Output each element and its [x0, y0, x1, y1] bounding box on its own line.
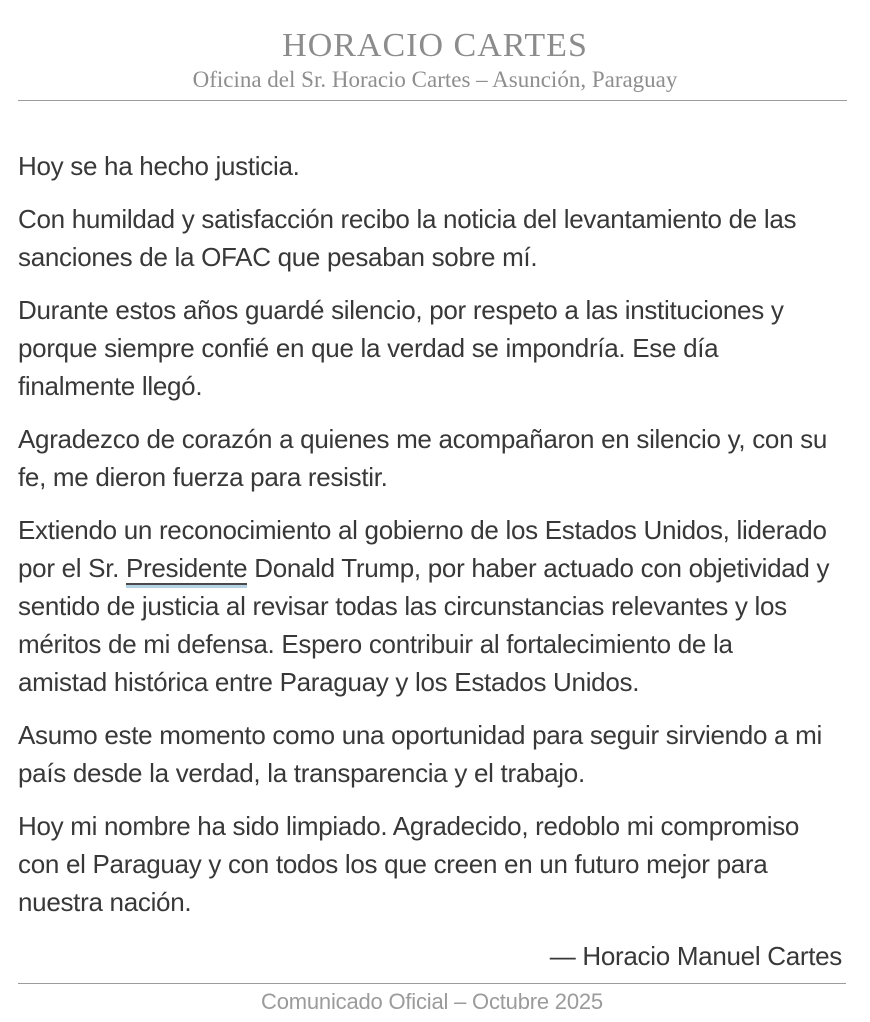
statement-paragraph-5	[18, 511, 842, 701]
statement-paragraph-1: Hoy se ha hecho justicia.	[18, 151, 300, 181]
statement-paragraph-3: Durante estos años guardé silencio, por respeto a las instituciones y porque siempre confié en que la verdad se impondría. Ese día finalmente llegó.	[18, 295, 784, 401]
letterhead-subtitle: Oficina del Sr. Horacio Cartes – Asunción, Paraguay	[192, 67, 678, 92]
statement-paragraph-2: Con humildad y satisfacción recibo la noticia del levantamiento de las sanciones de la OFAC que pesaban sobre mí.	[18, 204, 797, 272]
header-divider	[18, 100, 847, 101]
paragraph-5-text-before: Extiendo un reconocimiento al gobierno de los Estados Unidos, liderado por el Sr.	[18, 515, 827, 583]
underlined-word-presidente: Presidente	[125, 553, 248, 583]
footer-text: Comunicado Oficial – Octubre 2025	[261, 989, 603, 1014]
footer	[18, 983, 846, 1015]
signature: — Horacio Manuel Cartes	[549, 941, 842, 971]
letterhead-title: HORACIO CARTES	[282, 27, 588, 64]
letterhead	[0, 0, 870, 94]
paragraph-5-text-after: Donald Trump, por haber actuado con objetividad y sentido de justicia al revisar todas las circunstancias relevantes y los méritos de mi defensa. Espero contribuir al fortalecimiento de la amistad histórica entre Paraguay y los Estados Unidos.	[18, 553, 830, 697]
statement-paragraph-4: Agradezco de corazón a quienes me acompañaron en silencio y, con su fe, me dieron fuerza para resistir.	[18, 424, 828, 492]
statement-body	[0, 147, 870, 921]
statement-paragraph-6: Asumo este momento como una oportunidad para seguir sirviendo a mi país desde la verdad, la transparencia y el trabajo.	[18, 720, 822, 788]
statement-paragraph-7: Hoy mi nombre ha sido limpiado. Agradecido, redoblo mi compromiso con el Paraguay y con todos los que creen en un futuro mejor para nuestra nación.	[18, 811, 800, 917]
